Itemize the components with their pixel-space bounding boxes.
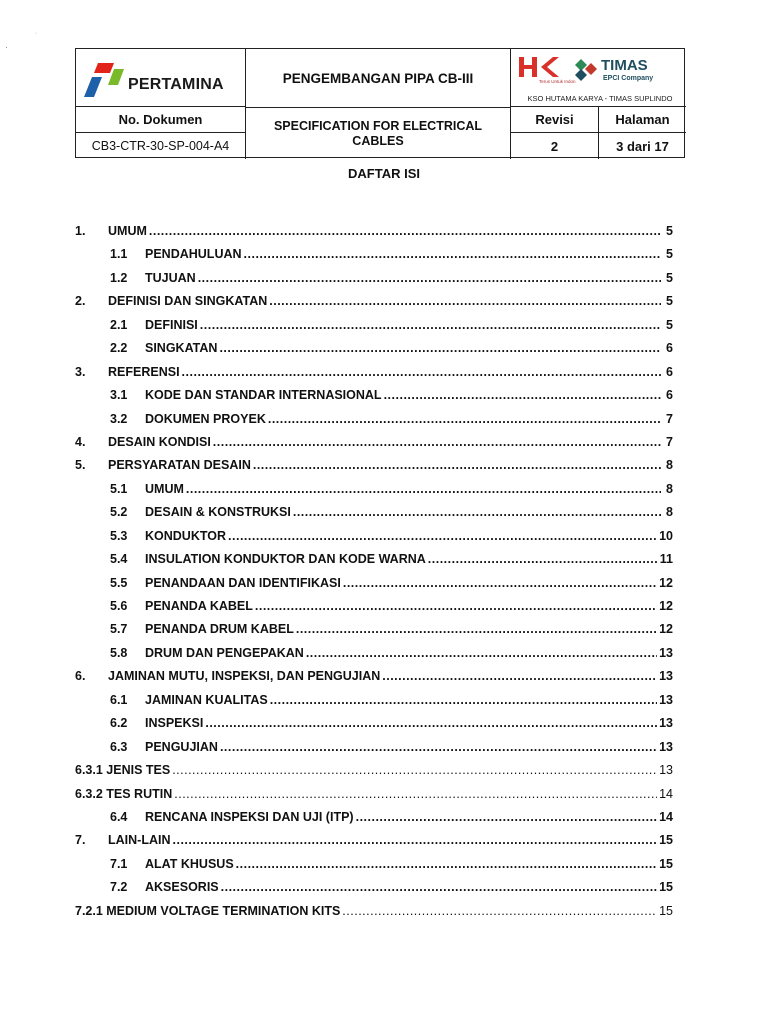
toc-entry-number: 3.1	[110, 388, 128, 403]
partner-logo-cell	[511, 49, 686, 107]
toc-leader-dots	[269, 294, 661, 308]
toc-leader-dots	[182, 365, 661, 379]
toc-entry-line	[108, 669, 673, 683]
toc-leader-dots	[428, 552, 658, 566]
toc-entry-page: 6	[666, 341, 673, 356]
revision-label: Revisi	[511, 107, 599, 133]
page-value: 3 dari 17	[616, 138, 669, 154]
toc-leader-dots	[342, 904, 657, 918]
toc-entry-line	[145, 740, 673, 754]
toc-entry-number: 5.3	[110, 528, 128, 543]
toc-entry[interactable]	[0, 385, 768, 408]
toc-entry[interactable]	[0, 315, 768, 338]
scan-speck: ·	[35, 30, 38, 37]
toc-entry-title: INSPEKSI	[145, 716, 204, 731]
toc-entry-number: 7.	[75, 833, 86, 848]
toc-entry-line	[145, 880, 673, 894]
toc-entry-line	[75, 904, 673, 918]
toc-entry-number: 4.	[75, 434, 86, 449]
toc-entry-title: JAMINAN KUALITAS	[145, 692, 268, 707]
toc-entry-title: DRUM DAN PENGEPAKAN	[145, 645, 304, 660]
table-of-contents	[0, 221, 768, 924]
toc-entry-page: 10	[659, 528, 673, 543]
toc-entry-number: 5.	[75, 458, 86, 473]
toc-entry-line	[108, 833, 673, 847]
toc-entry[interactable]	[0, 807, 768, 830]
toc-entry-title: DEFINISI	[145, 317, 198, 332]
toc-entry-number: 6.3	[110, 739, 128, 754]
toc-entry[interactable]	[0, 690, 768, 713]
toc-entry-page: 12	[659, 599, 673, 613]
toc-entry-line	[145, 247, 673, 261]
toc-entry-number: 2.	[75, 294, 86, 309]
toc-entry-title: PENANDA KABEL	[145, 599, 253, 613]
toc-leader-dots	[173, 833, 658, 847]
toc-entry-page: 13	[659, 716, 673, 731]
toc-leader-dots	[186, 482, 661, 496]
toc-entry-title: 6.3.1 JENIS TES	[75, 763, 171, 778]
toc-entry[interactable]	[0, 830, 768, 853]
toc-title: DAFTAR ISI	[348, 166, 420, 181]
toc-leader-dots	[174, 787, 657, 801]
pertamina-logo-cell	[76, 49, 246, 107]
toc-entry-number: 1.	[75, 224, 86, 238]
partner-brand: TIMAS	[601, 57, 648, 74]
toc-entry[interactable]	[0, 221, 768, 244]
toc-leader-dots	[293, 505, 661, 519]
toc-entry-number: 3.	[75, 364, 86, 379]
toc-entry-line	[145, 271, 673, 285]
toc-leader-dots	[149, 224, 661, 238]
toc-entry[interactable]	[0, 502, 768, 525]
toc-entry-number: 5.6	[110, 599, 128, 613]
toc-entry-line	[145, 529, 673, 543]
toc-entry-line	[108, 365, 673, 379]
toc-entry[interactable]	[0, 643, 768, 666]
toc-entry[interactable]	[0, 526, 768, 549]
toc-entry-title: KODE DAN STANDAR INTERNASIONAL	[145, 388, 382, 403]
spec-title: SPECIFICATION FOR ELECTRICAL CABLES	[246, 107, 511, 159]
toc-entry-number: 3.2	[110, 411, 128, 426]
toc-entry[interactable]	[0, 268, 768, 291]
project-title: PENGEMBANGAN PIPA CB-III	[246, 49, 511, 107]
toc-entry-page: 8	[666, 505, 673, 520]
toc-entry[interactable]	[0, 291, 768, 314]
toc-entry-page: 8	[666, 458, 673, 473]
toc-entry-number: 7.2	[110, 880, 128, 895]
toc-entry-line	[145, 646, 673, 660]
toc-entry-page: 15	[659, 856, 673, 871]
toc-entry[interactable]	[0, 409, 768, 432]
toc-entry-title: REFERENSI	[108, 364, 180, 379]
toc-entry[interactable]	[0, 666, 768, 689]
doc-number-value: CB3-CTR-30-SP-004-A4	[76, 133, 246, 159]
toc-entry-title: UMUM	[145, 481, 184, 496]
toc-entry-line	[145, 388, 673, 402]
toc-entry-title: PENANDA DRUM KABEL	[145, 622, 294, 637]
toc-leader-dots	[253, 458, 661, 472]
toc-entry-title: LAIN-LAIN	[108, 833, 171, 848]
toc-entry-page: 5	[666, 294, 673, 309]
toc-entry-number: 5.5	[110, 575, 128, 590]
toc-entry-line	[108, 224, 673, 238]
toc-entry-title: KONDUKTOR	[145, 528, 227, 543]
toc-entry[interactable]	[0, 619, 768, 642]
toc-entry-title: 7.2.1 MEDIUM VOLTAGE TERMINATION KITS	[75, 903, 341, 918]
toc-entry-page: 12	[659, 622, 673, 637]
toc-entry-title: ALAT KHUSUS	[145, 856, 234, 871]
toc-entry[interactable]	[0, 737, 768, 760]
toc-entry[interactable]	[0, 432, 768, 455]
toc-entry-title: PENDAHULUAN	[145, 247, 242, 262]
toc-leader-dots	[343, 576, 657, 590]
toc-entry-title: PENGUJIAN	[145, 739, 218, 754]
company-name: PERTAMINA	[128, 76, 224, 93]
toc-entry-line	[75, 787, 673, 801]
toc-entry-page: 6	[666, 388, 673, 403]
toc-leader-dots	[198, 271, 661, 285]
toc-entry-page: 6	[666, 364, 673, 379]
toc-leader-dots	[213, 435, 661, 449]
page-label: Halaman	[599, 107, 686, 133]
toc-entry[interactable]	[0, 338, 768, 361]
toc-entry-title: RENCANA INSPEKSI DAN UJI (ITP)	[145, 809, 354, 824]
toc-entry-title: DESAIN & KONSTRUKSI	[145, 505, 291, 520]
toc-entry-page: 13	[659, 763, 673, 778]
toc-leader-dots	[205, 716, 657, 730]
toc-entry-title: AKSESORIS	[145, 880, 219, 895]
toc-entry[interactable]	[0, 244, 768, 267]
toc-entry-page: 5	[666, 270, 673, 285]
scan-speck: ·	[5, 42, 8, 52]
toc-entry-page: 13	[659, 692, 673, 707]
toc-leader-dots	[228, 529, 657, 543]
toc-entry-line	[145, 505, 673, 519]
toc-entry[interactable]	[0, 760, 768, 783]
toc-entry[interactable]	[0, 877, 768, 900]
toc-entry-line	[145, 552, 673, 566]
toc-entry-page: 7	[666, 434, 673, 449]
partner-subtitle: EPCI Company	[603, 75, 654, 82]
toc-entry-line	[108, 294, 673, 308]
toc-entry-number: 6.1	[110, 692, 128, 707]
toc-entry[interactable]	[0, 784, 768, 807]
toc-entry[interactable]	[0, 455, 768, 478]
toc-entry-number: 6.2	[110, 716, 128, 731]
toc-entry-page: 12	[659, 575, 673, 590]
toc-entry-line	[145, 693, 673, 707]
toc-entry-title: PENANDAAN DAN IDENTIFIKASI	[145, 575, 341, 590]
toc-entry-page: 11	[659, 552, 673, 567]
toc-entry-number: 5.2	[110, 505, 128, 520]
toc-entry-number: 2.2	[110, 341, 128, 356]
toc-entry-page: 15	[659, 880, 673, 895]
toc-leader-dots	[236, 857, 657, 871]
toc-entry-number: 1.1	[110, 247, 128, 262]
toc-entry-title: DOKUMEN PROYEK	[145, 411, 266, 426]
toc-entry-page: 7	[666, 411, 673, 426]
toc-entry-line	[75, 763, 673, 777]
toc-entry-title: UMUM	[108, 224, 147, 238]
toc-entry-line	[145, 857, 673, 871]
toc-entry-line	[145, 810, 673, 824]
kso-label: KSO HUTAMA KARYA - TIMAS SUPLINDO	[527, 94, 673, 103]
toc-entry-page: 5	[666, 317, 673, 332]
toc-leader-dots	[382, 669, 657, 683]
toc-entry[interactable]	[0, 596, 768, 619]
toc-entry-line	[145, 622, 673, 636]
toc-entry-title: DESAIN KONDISI	[108, 434, 211, 449]
toc-entry-page: 13	[659, 645, 673, 660]
toc-entry-number: 5.8	[110, 645, 128, 660]
toc-entry-title: DEFINISI DAN SINGKATAN	[108, 294, 268, 309]
toc-entry-line	[108, 458, 673, 472]
toc-entry-title: TUJUAN	[145, 270, 196, 285]
toc-leader-dots	[306, 646, 657, 660]
toc-entry-number: 5.7	[110, 622, 128, 637]
toc-entry[interactable]	[0, 854, 768, 877]
toc-leader-dots	[219, 341, 661, 355]
toc-leader-dots	[172, 763, 657, 777]
toc-entry[interactable]	[0, 362, 768, 385]
toc-leader-dots	[244, 247, 661, 261]
toc-entry-number: 6.	[75, 669, 86, 684]
toc-entry-page: 15	[659, 833, 673, 848]
toc-entry[interactable]	[0, 479, 768, 502]
toc-entry-title: 6.3.2 TES RUTIN	[75, 786, 173, 801]
toc-entry-title: SINGKATAN	[145, 341, 218, 356]
toc-entry[interactable]	[0, 549, 768, 572]
document-header	[75, 48, 685, 158]
toc-leader-dots	[255, 599, 657, 613]
revision-value: 2	[511, 133, 599, 159]
pertamina-logo-icon	[84, 59, 126, 99]
toc-entry-page: 8	[666, 481, 673, 496]
toc-entry-title: INSULATION KONDUKTOR DAN KODE WARNA	[145, 552, 426, 567]
toc-entry-page: 13	[659, 739, 673, 754]
hk-timas-logo-icon	[519, 55, 605, 81]
toc-entry-line	[145, 716, 673, 730]
toc-entry-number: 6.4	[110, 809, 128, 824]
partner-tagline: Terus Untuk Indon	[539, 79, 576, 84]
toc-entry-page: 15	[659, 903, 673, 918]
toc-entry-page: 5	[666, 247, 673, 262]
toc-leader-dots	[384, 388, 661, 402]
toc-entry-line	[145, 318, 673, 332]
toc-entry-number: 5.4	[110, 552, 128, 567]
toc-entry-title: JAMINAN MUTU, INSPEKSI, DAN PENGUJIAN	[108, 669, 381, 684]
toc-entry-number: 2.1	[110, 317, 128, 332]
toc-leader-dots	[221, 880, 657, 894]
toc-leader-dots	[220, 740, 657, 754]
toc-entry-number: 5.1	[110, 481, 128, 496]
toc-leader-dots	[200, 318, 661, 332]
toc-entry-line	[145, 482, 673, 496]
toc-leader-dots	[296, 622, 657, 636]
toc-leader-dots	[270, 693, 657, 707]
toc-entry-line	[145, 599, 673, 613]
toc-entry[interactable]	[0, 901, 768, 924]
doc-number-label: No. Dokumen	[76, 107, 246, 133]
toc-entry-line	[108, 435, 673, 449]
toc-entry-page: 14	[659, 786, 673, 801]
toc-entry-number: 7.1	[110, 856, 128, 871]
toc-entry-title: PERSYARATAN DESAIN	[108, 458, 251, 473]
toc-entry[interactable]	[0, 713, 768, 736]
toc-entry-page: 13	[659, 669, 673, 684]
toc-entry-line	[145, 341, 673, 355]
toc-leader-dots	[268, 412, 661, 426]
toc-entry-page: 5	[666, 224, 673, 238]
toc-entry-line	[145, 412, 673, 426]
toc-entry-line	[145, 576, 673, 590]
toc-leader-dots	[356, 810, 658, 824]
toc-entry-page: 14	[659, 809, 673, 824]
toc-entry[interactable]	[0, 573, 768, 596]
toc-entry-number: 1.2	[110, 270, 128, 285]
